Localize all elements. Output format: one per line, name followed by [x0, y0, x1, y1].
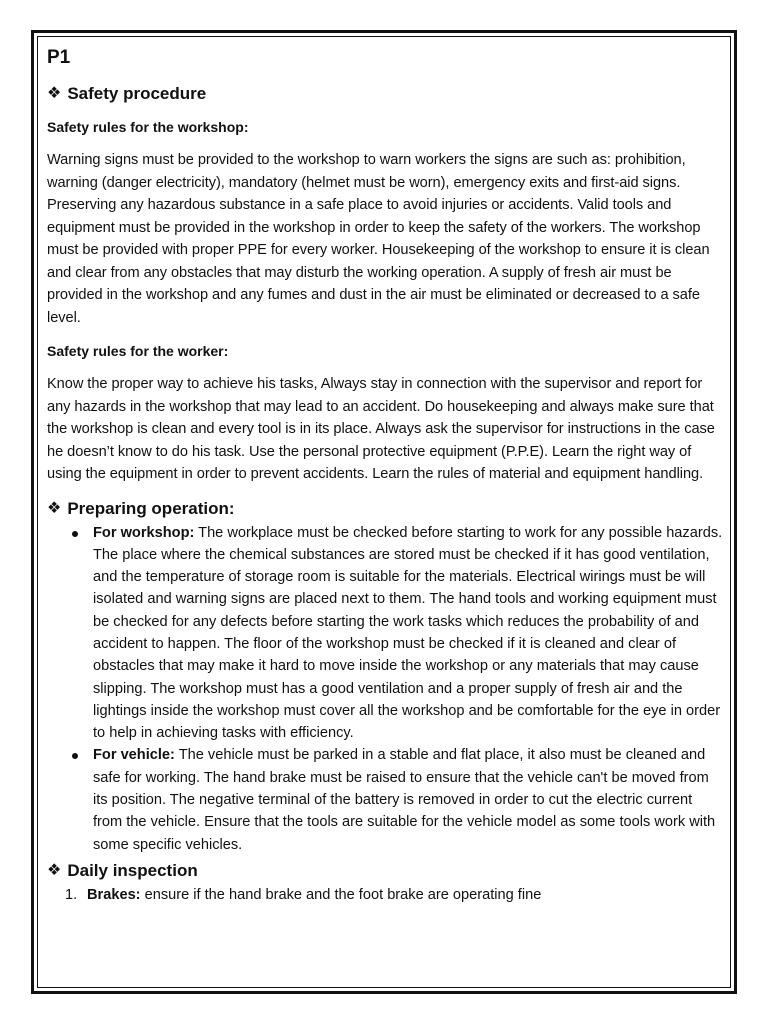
- bullet-dot-icon: [72, 531, 78, 537]
- item-lead: Brakes:: [87, 886, 141, 903]
- section-title: Safety procedure: [67, 84, 207, 103]
- diamond-bullet-icon: ❖: [47, 85, 62, 102]
- document-content: [47, 44, 723, 906]
- section-title: Preparing operation:: [67, 498, 235, 518]
- list-item-workshop: [47, 522, 723, 745]
- item-lead: For workshop:: [93, 524, 195, 541]
- diamond-bullet-icon: ❖: [47, 861, 62, 879]
- daily-inspection-list: [47, 884, 723, 906]
- section-heading-daily: [47, 858, 723, 884]
- page-label: P1: [47, 47, 71, 68]
- workshop-rules-paragraph: Warning signs must be provided to the workshop to warn workers the signs are such as: prohibition, warning (danger electricity), mandatory (helmet must be worn), emergency exits and first-aid signs. Preserving any hazardous substance in a safe place to avoid injuries or accidents. Valid tools and equipment must be provided in the workshop in order to keep the safety of the workers. The workshop must be provided with proper PPE for every worker. Housekeeping of the workshop to ensure it is clean and clear from any obstacles that may disturb the working operation. A supply of fresh air must be provided in the workshop and any fumes and dust in the air must be eliminated or decreased to a safe level.: [47, 152, 710, 326]
- section-heading-preparing: [47, 496, 723, 522]
- list-item-brakes: [47, 884, 723, 906]
- item-number: 1.: [65, 886, 78, 903]
- section-title: Daily inspection: [67, 860, 198, 880]
- item-text: ensure if the hand brake and the foot brake are operating fine: [140, 886, 542, 903]
- bullet-dot-icon: [72, 753, 78, 759]
- list-item-vehicle: [47, 744, 723, 855]
- item-text: The workplace must be checked before starting to work for any possible hazards. The place where the chemical substances are stored must be checked if it has good ventilation, and the temperature of storage room is suitable for the materials. Electrical wirings must be will isolated and warning signs are placed next to them. The hand tools and working equipment must be checked for any defects before starting the work tasks which reduces the probability of and accident to happen. The floor of the workshop must be checked if it is cleaned and clear of obstacles that may make it hard to move inside the workshop or any materials that may cause slipping. The workshop must has a good ventilation and a proper supply of fresh air and the lightings inside the workshop must cover all the workshop and be comfortable for the eye in order to help in achieving tasks with efficiency.: [93, 524, 723, 742]
- worker-rules-title: Safety rules for the worker:: [47, 343, 229, 359]
- item-text: The vehicle must be parked in a stable and flat place, it also must be cleaned and safe for working. The hand brake must be raised to ensure that the vehicle can't be moved from its position. The negative terminal of the battery is removed in order to cut the electric current from the vehicle. Ensure that the tools are suitable for the vehicle model as some tools work with some specific vehicles.: [93, 747, 716, 853]
- section-heading-safety: [47, 81, 723, 107]
- workshop-rules-title: Safety rules for the workshop:: [47, 119, 249, 135]
- worker-rules-paragraph: Know the proper way to achieve his tasks, Always stay in connection with the supervisor and report for any hazards in the workshop that may lead to an accident. Do housekeeping and always make sure that the workshop is clean and every tool is in its place. Always ask the supervisor for instructions in the case he doesn’t know to do his task. Use the personal protective equipment (P.P.E). Learn the right way of using the equipment in order to prevent accidents. Learn the rules of material and equipment handling.: [47, 376, 715, 482]
- preparing-list: [47, 522, 723, 856]
- item-lead: For vehicle:: [93, 747, 175, 764]
- diamond-bullet-icon: ❖: [47, 499, 62, 517]
